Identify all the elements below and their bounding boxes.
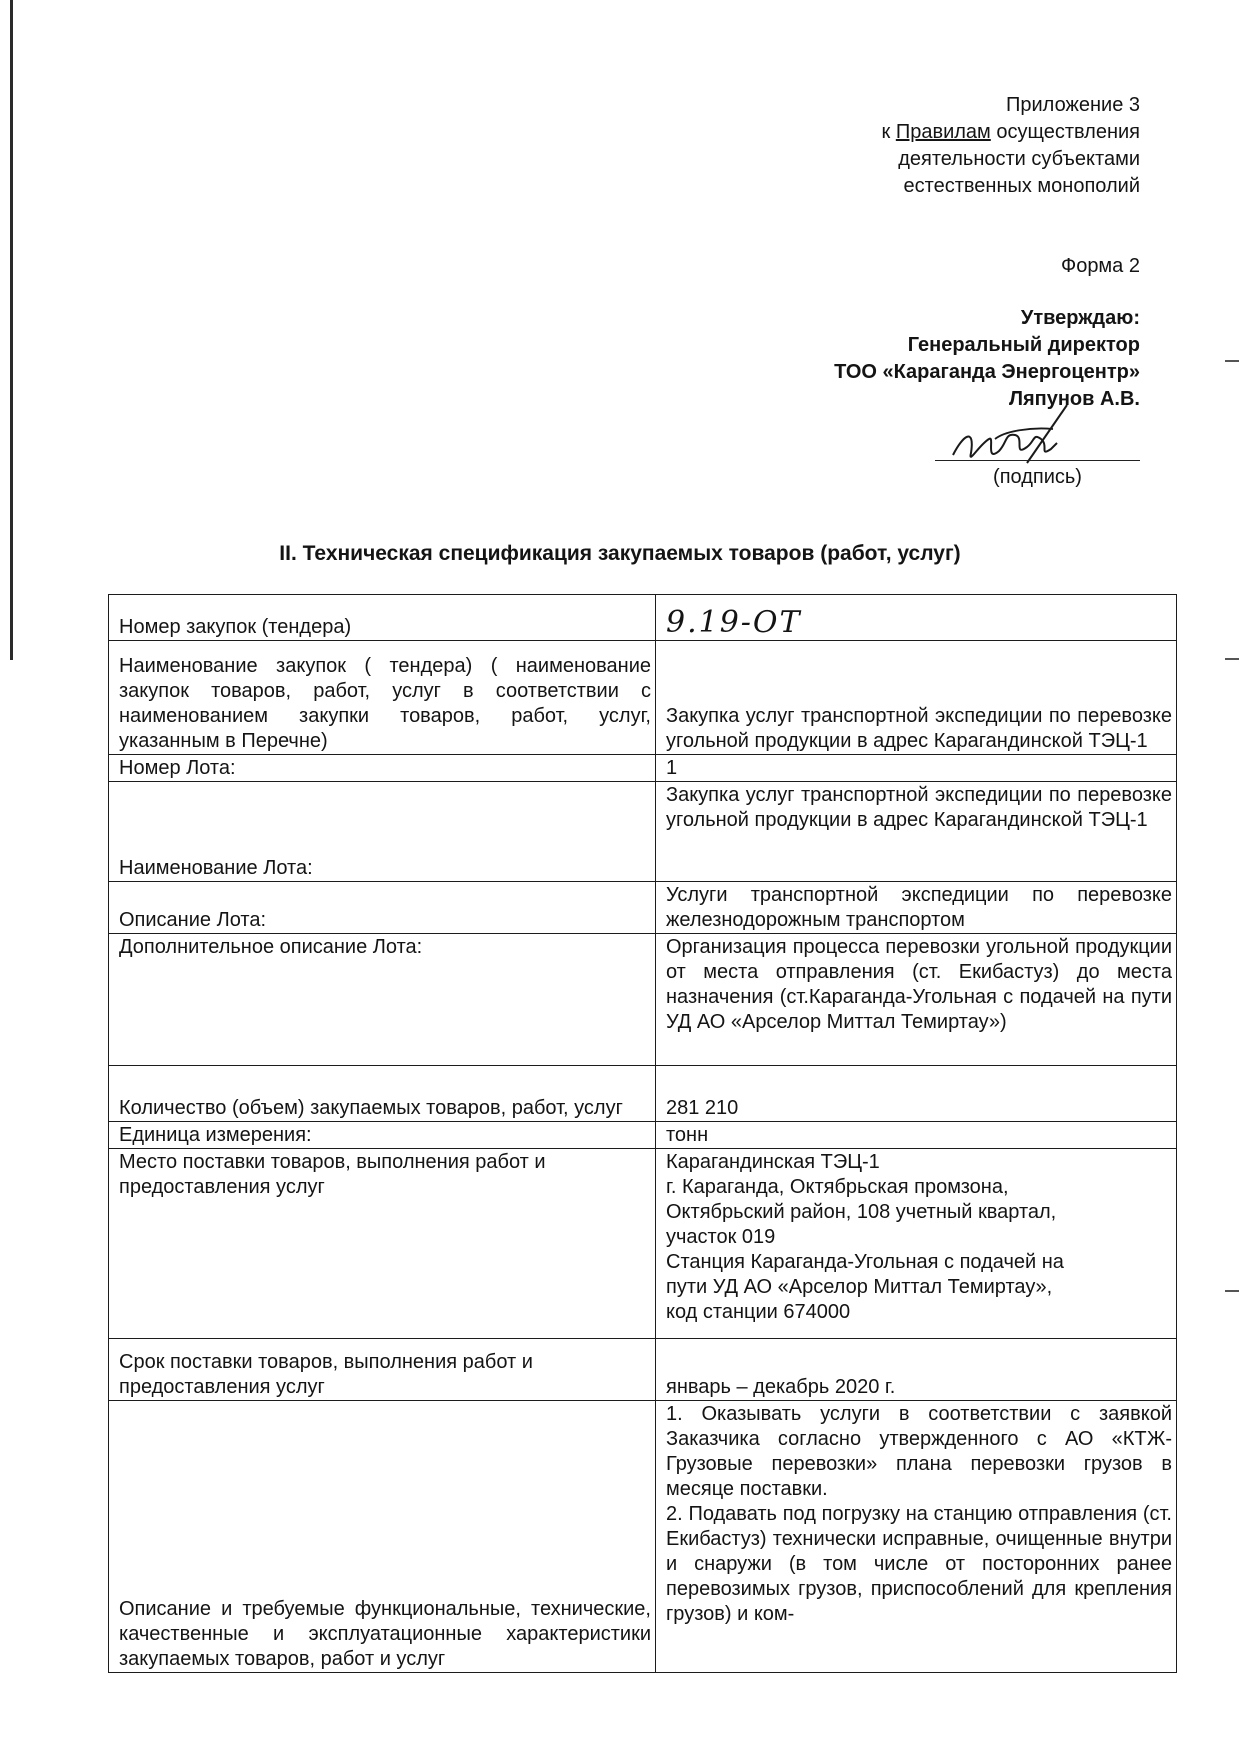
approval-title: Утверждаю:	[1020, 307, 1140, 329]
row-label: Наименование закупок ( тендера) ( наименование закупок товаров, работ, услуг в соответствии с наименованием закупки товаров, работ, услуг, указанным в Перечне)	[109, 641, 656, 755]
table-row	[109, 782, 1177, 882]
approval-block	[834, 305, 1140, 413]
row-value	[656, 1149, 1177, 1339]
table-row	[109, 882, 1177, 934]
tender-number-handwritten: 9.19-ОТ	[656, 595, 1177, 641]
appendix-line: естественных монополий	[903, 175, 1140, 197]
row-value: Организация процесса перевозки угольной продукции от места отправления (ст. Екибастуз) до места назначения (ст.Караганда-Угольная с подачей на пути УД АО «Арселор Миттал Темиртау»)	[656, 934, 1177, 1066]
appendix-suffix: осуществления	[990, 121, 1140, 143]
row-value: 1	[656, 755, 1177, 782]
scan-margin-mark	[1225, 1290, 1239, 1292]
form-number: Форма 2	[1060, 255, 1140, 277]
signature-line	[935, 460, 1140, 461]
appendix-line: деятельности субъектами	[898, 148, 1140, 170]
row-label: Описание Лота:	[109, 882, 656, 934]
row-value: 281 210	[656, 1066, 1177, 1122]
table-row	[109, 641, 1177, 755]
approver-name: Ляпунов А.В.	[1008, 388, 1140, 410]
table-row	[109, 1149, 1177, 1339]
approver-position: Генеральный директор	[907, 334, 1140, 356]
address-line: участок 019	[666, 1226, 776, 1248]
signature-caption: (подпись)	[993, 466, 1082, 488]
address-line: г. Караганда, Октябрьская промзона,	[666, 1176, 1009, 1198]
rules-link[interactable]: Правилам	[895, 121, 991, 143]
address-line: пути УД АО «Арселор Миттал Темиртау»,	[666, 1276, 1053, 1298]
address-line: Станция Караганда-Угольная с подачей на	[666, 1251, 1064, 1273]
table-row	[109, 755, 1177, 782]
scan-margin-mark	[1225, 658, 1239, 660]
handwritten-signature	[935, 405, 1140, 505]
row-value: Закупка услуг транспортной экспедиции по перевозке угольной продукции в адрес Карагандинской ТЭЦ-1	[656, 782, 1177, 882]
row-label: Срок поставки товаров, выполнения работ и предоставления услуг	[109, 1339, 656, 1401]
appendix-reference	[882, 92, 1140, 200]
table-row	[109, 1122, 1177, 1149]
row-label: Дополнительное описание Лота:	[109, 934, 656, 1066]
table-row	[109, 1066, 1177, 1122]
row-value: январь – декабрь 2020 г.	[656, 1339, 1177, 1401]
row-value: Закупка услуг транспортной экспедиции по перевозке угольной продукции в адрес Карагандинской ТЭЦ-1	[656, 641, 1177, 755]
appendix-prefix: к	[881, 121, 896, 143]
row-value	[656, 1401, 1177, 1673]
row-label: Описание и требуемые функциональные, технические, качественные и эксплуатационные характеристики закупаемых товаров, работ и услуг	[109, 1401, 656, 1673]
table-row	[109, 595, 1177, 641]
specification-table	[108, 594, 1177, 1673]
requirement-item: 1. Оказывать услуги в соответствии с заявкой Заказчика согласно утвержденного с АО «КТЖ-Грузовые перевозки» плана перевозки грузов в месяце поставки.	[666, 1403, 1172, 1500]
scan-margin-mark	[1225, 360, 1239, 362]
address-line: код станции 674000	[666, 1301, 851, 1323]
row-label: Номер закупок (тендера)	[109, 595, 656, 641]
row-label: Количество (объем) закупаемых товаров, работ, услуг	[109, 1066, 656, 1122]
row-label: Место поставки товаров, выполнения работ и предоставления услуг	[109, 1149, 656, 1339]
row-label: Наименование Лота:	[109, 782, 656, 882]
section-title: II. Техническая спецификация закупаемых товаров (работ, услуг)	[279, 542, 961, 565]
table-row	[109, 1401, 1177, 1673]
row-label: Единица измерения:	[109, 1122, 656, 1149]
row-value: Услуги транспортной экспедиции по перевозке железнодорожным транспортом	[656, 882, 1177, 934]
row-label: Номер Лота:	[109, 755, 656, 782]
approver-organization: ТОО «Караганда Энергоцентр»	[834, 361, 1140, 383]
address-line: Карагандинская ТЭЦ-1	[666, 1151, 880, 1173]
appendix-line: Приложение 3	[1006, 94, 1140, 116]
table-row	[109, 1339, 1177, 1401]
table-row	[109, 934, 1177, 1066]
requirement-item: 2. Подавать под погрузку на станцию отправления (ст. Екибастуз) технически исправные, очищенные внутри и снаружи (в том числе от посторонних ранее перевозимых грузов, приспособлений для крепления грузов) и ком-	[666, 1503, 1172, 1625]
row-value: тонн	[656, 1122, 1177, 1149]
appendix-line	[882, 119, 1140, 146]
address-line: Октябрьский район, 108 учетный квартал,	[666, 1201, 1057, 1223]
